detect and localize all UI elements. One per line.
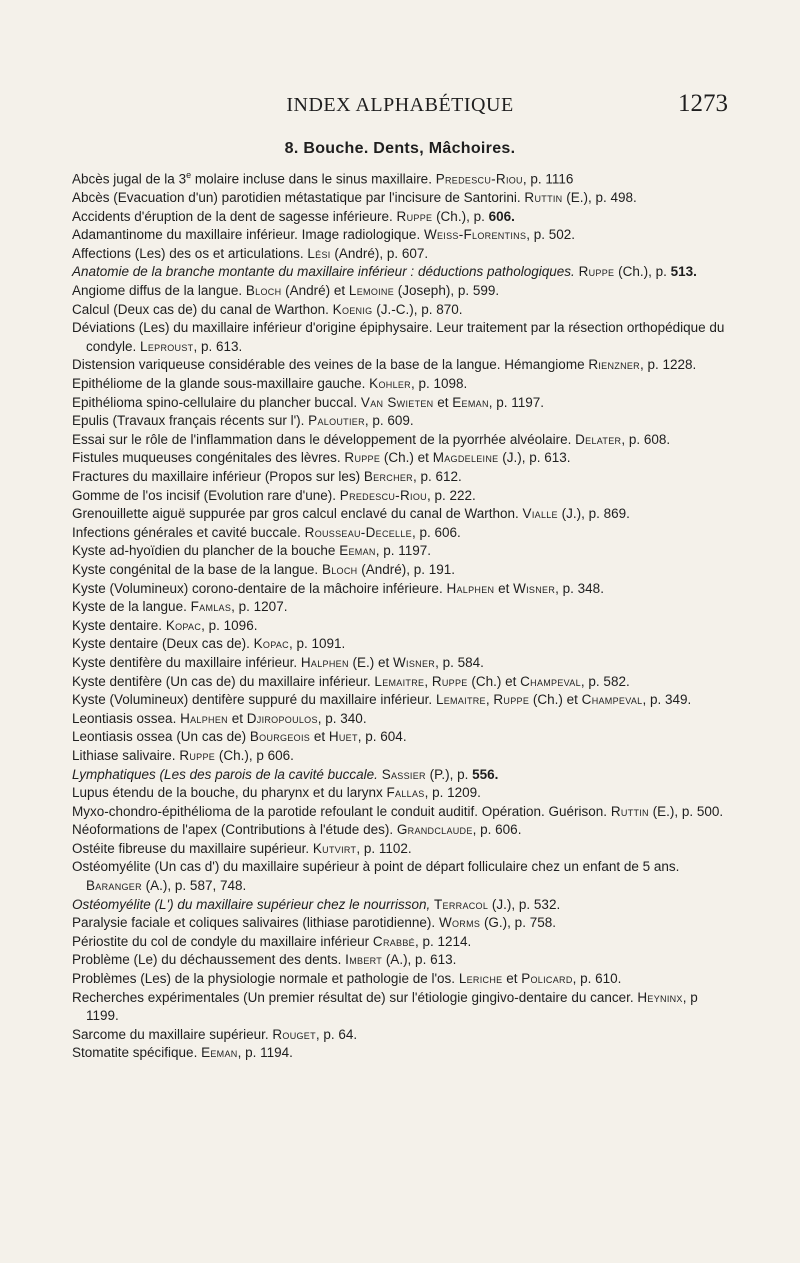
page-number: 1273 — [678, 90, 728, 117]
entry-text: , p. 349. — [642, 692, 692, 708]
entry-text: et — [310, 729, 329, 745]
entry-text: Distension variqueuse considérable des veines de la base de la langue. Hémangiome — [72, 357, 589, 373]
index-entry — [72, 951, 732, 970]
entry-text: , p. 1102. — [356, 840, 412, 856]
page-ref: 606. — [488, 208, 515, 224]
entry-text: Epithélioma spino-cellulaire du plancher buccal. — [72, 394, 361, 410]
index-entry — [72, 282, 732, 301]
entry-text: (J.-C.), p. 870. — [372, 301, 463, 317]
author-name: Predescu-Riou — [339, 487, 427, 503]
page-ref: 513. — [670, 264, 697, 280]
author-name: Huet — [328, 729, 358, 745]
index-entry — [72, 356, 732, 375]
author-name: Eeman — [339, 543, 376, 559]
author-name: Bourgeois — [249, 729, 311, 745]
entry-text: Abcès jugal de la 3 — [72, 171, 187, 187]
author-name: Ruppe — [493, 692, 530, 708]
index-entry — [72, 208, 732, 227]
author-name: Bercher — [363, 469, 413, 484]
author-name: Champeval — [581, 692, 643, 708]
author-name: Ruppe — [179, 747, 216, 763]
index-entry — [72, 319, 732, 356]
entry-text: (J.), p. 532. — [488, 896, 561, 912]
entry-text: Kyste dentaire. — [72, 617, 166, 633]
index-entry — [72, 858, 732, 895]
entry-text: (André), p. 191. — [357, 561, 456, 577]
entry-text: (P.), p. — [425, 766, 473, 782]
index-entry — [72, 245, 732, 264]
entry-text: , p. 606. — [411, 524, 461, 540]
author-name: Famlas — [190, 599, 232, 615]
entry-title-italic: Ostéomyélite (L') du maxillaire supérieur chez le nourrisson, — [72, 896, 431, 912]
entry-text: Essai sur le rôle de l'inflammation dans le développement de la pyorrhée alvéolaire. — [72, 431, 576, 447]
author-name: Leriche — [458, 971, 503, 987]
author-name: Ruppe — [396, 208, 433, 224]
entry-text: Ostéomyélite (Un cas d') du maxillaire supérieur à point de départ folliculaire chez un enfant de 5 ans. — [72, 859, 680, 875]
entry-text: , p. 1098. — [410, 376, 468, 392]
index-entries — [72, 166, 732, 1063]
entry-text: , p. 608. — [621, 431, 671, 447]
entry-text: Abcès (Evacuation d'un) parotidien métastatique par l'incisure de Santorini. — [72, 190, 525, 206]
entry-text: Kyste (Volumineux) corono-dentaire de la mâchoire inférieure. — [72, 580, 447, 596]
author-name: Crabbé — [372, 933, 415, 949]
index-entry — [72, 896, 732, 915]
index-entry — [72, 524, 732, 543]
author-name: Bloch — [245, 283, 282, 299]
author-name: Kopac — [253, 636, 289, 652]
author-name: Eeman — [201, 1045, 238, 1061]
entry-text: , p 1199. — [86, 989, 698, 1024]
index-entry — [72, 449, 732, 468]
author-name: Van Swieten — [360, 394, 434, 410]
entry-text: , p. 584. — [435, 654, 484, 670]
entry-text: (Ch.) et — [467, 673, 521, 689]
entry-text: , p. 609. — [364, 413, 414, 429]
entry-text: Kyste de la langue. — [72, 599, 191, 615]
entry-text: et — [502, 971, 522, 987]
entry-text: (G.), p. 758. — [480, 915, 556, 931]
entry-text: , p. 1194. — [237, 1045, 293, 1061]
index-entry — [72, 914, 732, 933]
index-entry — [72, 166, 732, 189]
index-entry — [72, 1044, 732, 1063]
index-entry — [72, 375, 732, 394]
entry-text: , p. 1116 — [522, 171, 574, 187]
entry-text: Fistules muqueuses congénitales des lèvres. — [72, 450, 345, 466]
author-name: Weiss-Florentins — [423, 227, 527, 243]
index-entry — [72, 766, 732, 785]
entry-text: (E.), p. 500. — [648, 803, 724, 819]
entry-text: Problèmes (Les) de la physiologie normale et pathologie de l'os. — [72, 971, 459, 987]
author-name: Halphen — [180, 710, 228, 726]
entry-text: Epulis (Travaux français récents sur l'). — [72, 413, 309, 429]
author-name: Lemoine — [348, 283, 395, 299]
entry-title-italic: Lymphatiques (Les des parois de la cavité buccale. — [72, 766, 378, 782]
entry-text: , p. 1209. — [424, 785, 481, 801]
entry-text: Kyste dentaire (Deux cas de). — [72, 636, 254, 652]
index-entry — [72, 301, 732, 320]
author-name: Ruppe — [431, 673, 468, 689]
index-entry — [72, 226, 732, 245]
author-name: Sassier — [381, 766, 426, 782]
entry-text: , p. 1207. — [231, 599, 288, 615]
entry-text: Recherches expérimentales (Un premier résultat de) sur l'étiologie gingivo-dentaire du cancer. — [72, 989, 638, 1005]
entry-text: Déviations (Les) du maxillaire inférieur d'origine épiphysaire. Leur traitement par la résection orthopédique du condyle. — [72, 320, 725, 354]
index-entry — [72, 933, 732, 952]
entry-text: Kyste ad-hyoïdien du plancher de la bouche — [72, 543, 340, 559]
author-name: Lési — [307, 245, 331, 261]
author-name: Ruppe — [578, 264, 615, 280]
entry-text: , p. 340. — [317, 710, 367, 726]
entry-text: , p. 1091. — [288, 636, 346, 652]
index-entry — [72, 617, 732, 636]
entry-text: Fractures du maxillaire inférieur (Propos sur les) — [72, 469, 364, 484]
entry-text: Périostite du col de condyle du maxillaire inférieur — [72, 933, 373, 949]
index-entry — [72, 635, 732, 654]
entry-text: Ostéite fibreuse du maxillaire supérieur. — [72, 840, 313, 856]
author-name: Kopac — [165, 617, 202, 633]
entry-text: (Ch.), p. — [614, 264, 671, 280]
author-name: Vialle — [522, 506, 558, 522]
entry-text: Néoformations de l'apex (Contributions à l'étude des). — [72, 822, 397, 838]
entry-text: Lithiase salivaire. — [72, 747, 180, 763]
author-name: Ruttin — [610, 803, 649, 819]
author-name: Wisner — [393, 654, 436, 670]
index-entry — [72, 710, 732, 729]
entry-text: , p. 606. — [472, 822, 522, 838]
index-entry — [72, 989, 732, 1026]
entry-text: Kyste dentifère du maxillaire inférieur. — [72, 654, 301, 670]
author-name: Eeman — [452, 394, 489, 410]
entry-text: , p. 613. — [193, 338, 243, 354]
index-entry — [72, 505, 732, 524]
entry-text: (E.) et — [348, 654, 394, 670]
entry-text: Leontiasis ossea. — [72, 710, 181, 726]
entry-text: (E.), p. 498. — [562, 190, 637, 206]
entry-text: Adamantinome du maxillaire inférieur. Image radiologique. — [72, 227, 424, 243]
author-name: Wisner — [513, 580, 556, 596]
entry-text: Accidents d'éruption de la dent de sagesse inférieure. — [72, 208, 397, 224]
entry-text: Stomatite spécifique. — [72, 1045, 202, 1061]
entry-text: Affections (Les) des os et articulations. — [72, 245, 308, 261]
index-entry — [72, 542, 732, 561]
index-entry — [72, 1026, 732, 1045]
author-name: Kutvirt — [312, 840, 357, 856]
author-name: Halphen — [300, 654, 349, 670]
index-entry — [72, 784, 732, 803]
author-name: Magdeleine — [432, 450, 499, 466]
author-name: Paloutier — [308, 413, 365, 429]
entry-text: , p. 1197. — [375, 543, 431, 559]
entry-text: (J.), p. 613. — [498, 450, 571, 466]
index-entry — [72, 561, 732, 580]
author-name: Baranger — [86, 878, 142, 894]
entry-text: Grenouillette aiguë suppurée par gros calcul enclavé du canal de Warthon. — [72, 506, 523, 522]
entry-text: Gomme de l'os incisif (Evolution rare d'une). — [72, 487, 340, 503]
entry-text: (André), p. 607. — [330, 245, 429, 261]
entry-text: Kyste dentifère (Un cas de) du maxillaire inférieur. — [72, 673, 375, 689]
author-name: Rouget — [272, 1026, 316, 1042]
entry-text: Infections générales et cavité buccale. — [72, 524, 305, 540]
entry-text: , — [424, 673, 432, 689]
author-name: Lemaitre — [374, 673, 425, 689]
entry-text: (A.), p. 613. — [382, 952, 457, 968]
index-entry — [72, 468, 732, 487]
running-head-title: INDEX ALPHABÉTIQUE — [286, 94, 514, 116]
index-entry — [72, 654, 732, 673]
entry-text: , p. 610. — [572, 971, 622, 987]
entry-text: , p. 348. — [555, 580, 604, 596]
index-entry — [72, 728, 732, 747]
author-name: Predescu-Riou — [435, 171, 523, 187]
index-entry — [72, 673, 732, 692]
entry-text: , p. 222. — [426, 487, 476, 503]
entry-text: Epithéliome de la glande sous-maxillaire gauche. — [72, 376, 370, 392]
entry-text: Paralysie faciale et coliques salivaires (lithiase parotidienne). — [72, 915, 439, 931]
entry-text: Kyste (Volumineux) dentifère suppuré du maxillaire inférieur. — [72, 692, 436, 708]
index-entry — [72, 747, 732, 766]
entry-text: Lupus étendu de la bouche, du pharynx et du larynx — [72, 785, 387, 801]
entry-text: , p. 582. — [580, 673, 630, 689]
index-entry — [72, 821, 732, 840]
entry-text: (Ch.), p. — [432, 208, 489, 224]
author-name: Worms — [438, 915, 481, 931]
author-name: Imbert — [345, 952, 383, 968]
entry-text: Leontiasis ossea (Un cas de) — [72, 729, 250, 745]
entry-text: et — [433, 394, 453, 410]
entry-text: (J.), p. 869. — [557, 506, 630, 522]
index-entry — [72, 970, 732, 989]
entry-text: et — [494, 580, 514, 596]
entry-text: , p. 502. — [526, 227, 576, 243]
entry-text: (Joseph), p. 599. — [394, 283, 500, 299]
entry-text: , p. 612. — [412, 469, 462, 484]
section-title: 8. Bouche. Dents, Mâchoires. — [284, 140, 516, 157]
entry-text: Problème (Le) du déchaussement des dents. — [72, 952, 346, 968]
index-entry — [72, 803, 732, 822]
author-name: Delater — [575, 431, 622, 447]
index-entry — [72, 487, 732, 506]
author-name: Bloch — [321, 561, 358, 577]
index-entry — [72, 394, 732, 413]
entry-text: (André) et — [281, 283, 349, 299]
entry-title-italic: Anatomie de la branche montante du maxillaire inférieur : déductions pathologiques. — [72, 264, 575, 280]
entry-text: , p. 1214. — [414, 933, 472, 949]
author-name: Ruppe — [344, 450, 381, 466]
entry-text: Myxo-chondro-épithélioma de la parotide refoulant le conduit auditif. Opération. Guérison. — [72, 803, 611, 819]
index-entry — [72, 263, 732, 282]
entry-text: (Ch.), p 606. — [215, 747, 294, 763]
entry-text: , p. 604. — [357, 729, 407, 745]
author-name: Champeval — [520, 673, 581, 689]
author-name: Koenig — [332, 301, 373, 317]
entry-text: , p. 1228. — [639, 357, 697, 373]
entry-text: , — [485, 692, 494, 708]
entry-text: , p. 1197. — [488, 394, 545, 410]
entry-text: et — [227, 710, 247, 726]
index-entry — [72, 598, 732, 617]
author-name: Lemaitre — [435, 692, 486, 708]
entry-text: Angiome diffus de la langue. — [72, 283, 246, 299]
index-entry — [72, 580, 732, 599]
entry-text: , p. 64. — [315, 1026, 358, 1042]
page-ref: 556. — [472, 766, 499, 782]
author-name: Terracol — [434, 896, 489, 912]
author-name: Kohler — [369, 376, 411, 392]
entry-text: , p. 1096. — [201, 617, 258, 633]
entry-text: (Ch.) et — [380, 450, 433, 466]
author-name: Djiropoulos — [246, 710, 318, 726]
author-name: Leproust — [140, 338, 194, 354]
author-name: Ruttin — [524, 190, 563, 206]
superscript: e — [186, 170, 192, 180]
entry-text: Kyste congénital de la base de la langue. — [72, 561, 322, 577]
entry-text: Sarcome du maxillaire supérieur. — [72, 1026, 273, 1042]
index-entry — [72, 189, 732, 208]
entry-text: Calcul (Deux cas de) du canal de Warthon. — [72, 301, 333, 317]
entry-text: (A.), p. 587, 748. — [141, 878, 247, 894]
author-name: Halphen — [446, 580, 495, 596]
index-entry — [72, 431, 732, 450]
index-entry — [72, 840, 732, 859]
author-name: Heyninx — [637, 989, 683, 1005]
author-name: Grandclaude — [396, 822, 473, 838]
entry-text: (Ch.) et — [529, 692, 582, 708]
running-head — [0, 90, 800, 124]
index-entry — [72, 691, 732, 710]
author-name: Rienzner — [588, 357, 640, 373]
author-name: Rousseau-Decelle — [304, 524, 412, 540]
index-entry — [72, 412, 732, 431]
author-name: Policard — [521, 971, 573, 987]
author-name: Fallas — [386, 785, 425, 801]
entry-text: molaire incluse dans le sinus maxillaire. — [191, 171, 436, 187]
